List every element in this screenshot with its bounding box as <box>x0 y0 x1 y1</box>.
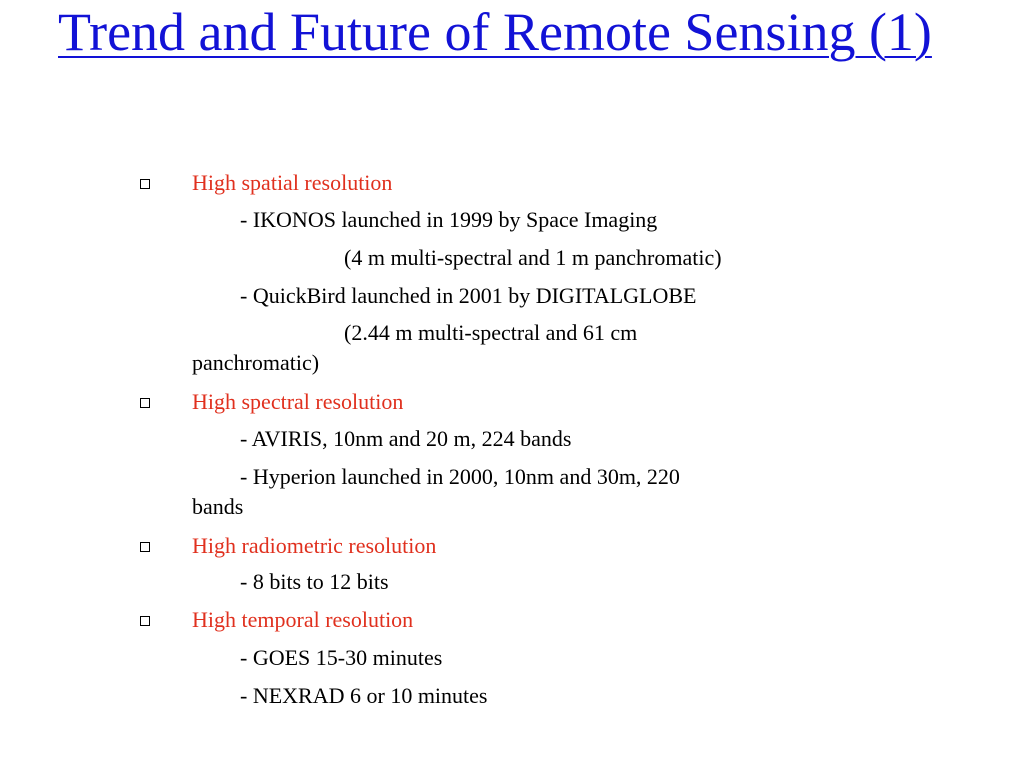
detail-line: bands <box>192 494 244 519</box>
detail-line: (2.44 m multi-spectral and 61 cm <box>344 320 638 345</box>
detail-line: - QuickBird launched in 2001 by DIGITALGLOBE <box>240 283 697 308</box>
detail-line: (4 m multi-spectral and 1 m panchromatic) <box>344 245 722 270</box>
slide-title: Trend and Future of Remote Sensing (1) <box>58 2 932 62</box>
section-heading-spatial: High spatial resolution <box>192 170 393 195</box>
section-heading-spectral: High spectral resolution <box>192 389 404 414</box>
square-bullet-icon <box>140 179 150 189</box>
detail-line: - AVIRIS, 10nm and 20 m, 224 bands <box>240 426 572 451</box>
section-heading-radiometric: High radiometric resolution <box>192 533 437 558</box>
square-bullet-icon <box>140 542 150 552</box>
detail-line: - Hyperion launched in 2000, 10nm and 30m, 220 <box>240 464 680 489</box>
detail-line: - 8 bits to 12 bits <box>240 569 389 594</box>
detail-line: - IKONOS launched in 1999 by Space Imaging <box>240 207 658 232</box>
section-heading-temporal: High temporal resolution <box>192 607 414 632</box>
detail-line: - GOES 15-30 minutes <box>240 645 443 670</box>
detail-line: - NEXRAD 6 or 10 minutes <box>240 683 488 708</box>
square-bullet-icon <box>140 398 150 408</box>
square-bullet-icon <box>140 616 150 626</box>
detail-line: panchromatic) <box>192 350 320 375</box>
